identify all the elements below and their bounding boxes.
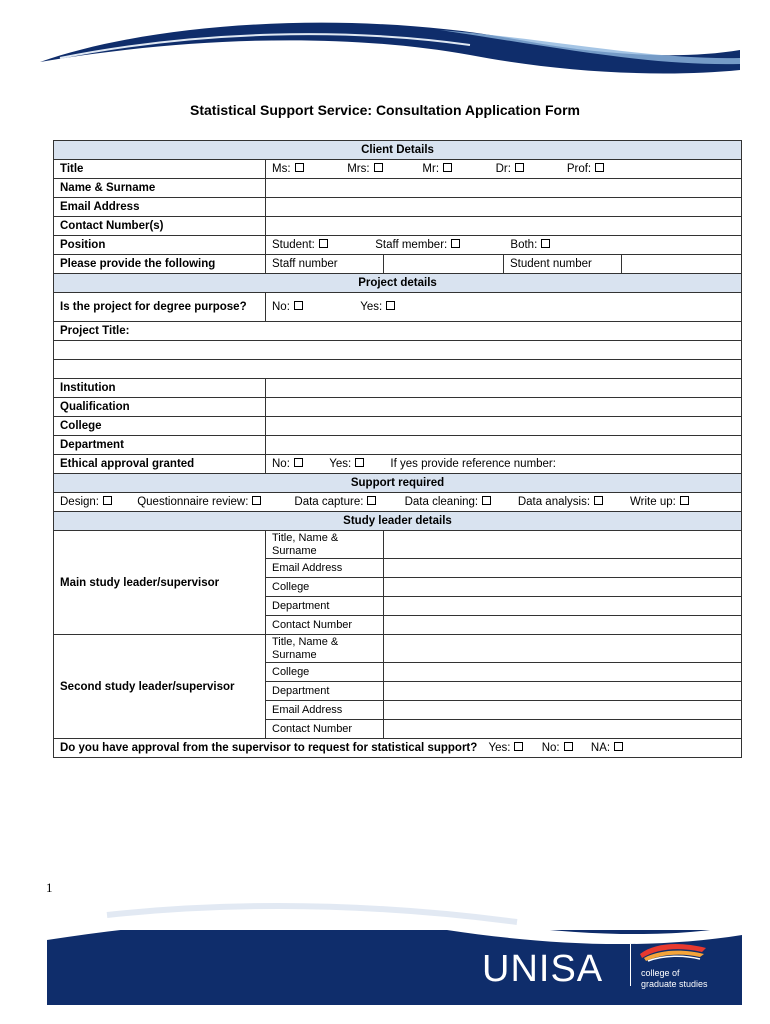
mr-checkbox[interactable]: [443, 163, 452, 172]
second-department-label: Department: [266, 682, 384, 701]
main-email-label: Email Address: [266, 559, 384, 578]
option-student: Student:: [272, 239, 372, 251]
option-data-cleaning: Data cleaning:: [405, 496, 515, 508]
degree-no-checkbox[interactable]: [294, 301, 303, 310]
approval-no-checkbox[interactable]: [564, 742, 573, 751]
section-header-study-leader: Study leader details: [54, 512, 742, 531]
application-form-table: [53, 140, 742, 758]
staff-checkbox[interactable]: [451, 239, 460, 248]
degree-yes-checkbox[interactable]: [386, 301, 395, 310]
degree-options: [266, 293, 742, 322]
option-questionnaire: Questionnaire review:: [137, 496, 291, 508]
contact-field[interactable]: [266, 217, 742, 236]
contact-label: Contact Number(s): [54, 217, 266, 236]
design-checkbox[interactable]: [103, 496, 112, 505]
second-title-name-label: Title, Name & Surname: [266, 635, 384, 663]
support-options: [54, 493, 742, 512]
option-design: Design:: [60, 496, 134, 508]
second-contact-label: Contact Number: [266, 720, 384, 739]
second-supervisor-label: Second study leader/supervisor: [54, 635, 266, 739]
header-wave-graphic: [0, 0, 770, 90]
brand-subtitle: college of graduate studies: [641, 968, 708, 989]
main-department-label: Department: [266, 597, 384, 616]
questionnaire-checkbox[interactable]: [252, 496, 261, 505]
data-analysis-checkbox[interactable]: [594, 496, 603, 505]
option-data-analysis: Data analysis:: [518, 496, 627, 508]
ethical-yes-checkbox[interactable]: [355, 458, 364, 467]
main-contact-label: Contact Number: [266, 616, 384, 635]
department-field[interactable]: [266, 436, 742, 455]
option-approval-no: No:: [542, 742, 588, 754]
unisa-wordmark: UNISA: [482, 948, 604, 990]
email-field[interactable]: [266, 198, 742, 217]
main-title-name-field[interactable]: [384, 531, 742, 559]
section-header-project: Project details: [54, 274, 742, 293]
position-label: Position: [54, 236, 266, 255]
main-email-field[interactable]: [384, 559, 742, 578]
data-capture-checkbox[interactable]: [367, 496, 376, 505]
ms-checkbox[interactable]: [295, 163, 304, 172]
position-options: [266, 236, 742, 255]
main-college-field[interactable]: [384, 578, 742, 597]
main-department-field[interactable]: [384, 597, 742, 616]
option-prof: Prof:: [567, 163, 604, 175]
option-write-up: Write up:: [630, 496, 689, 508]
college-field[interactable]: [266, 417, 742, 436]
ethical-label: Ethical approval granted: [54, 455, 266, 474]
ethical-no-checkbox[interactable]: [294, 458, 303, 467]
both-checkbox[interactable]: [541, 239, 550, 248]
page-number: 1: [46, 880, 53, 895]
provide-label: Please provide the following: [54, 255, 266, 274]
option-ms: Ms:: [272, 163, 344, 175]
option-staff: Staff member:: [375, 239, 507, 251]
student-checkbox[interactable]: [319, 239, 328, 248]
option-dr: Dr:: [496, 163, 564, 175]
option-approval-yes: Yes:: [488, 742, 538, 754]
section-header-client: Client Details: [54, 141, 742, 160]
qualification-field[interactable]: [266, 398, 742, 417]
staff-number-field[interactable]: [384, 255, 504, 274]
title-label: Title: [54, 160, 266, 179]
name-label: Name & Surname: [54, 179, 266, 198]
dr-checkbox[interactable]: [515, 163, 524, 172]
option-approval-na: NA:: [591, 742, 623, 754]
project-title-field-2[interactable]: [54, 360, 742, 379]
main-supervisor-label: Main study leader/supervisor: [54, 531, 266, 635]
option-mrs: Mrs:: [347, 163, 419, 175]
main-contact-field[interactable]: [384, 616, 742, 635]
option-both: Both:: [510, 239, 550, 251]
approval-yes-checkbox[interactable]: [514, 742, 523, 751]
project-title-label: Project Title:: [54, 322, 742, 341]
second-email-label: Email Address: [266, 701, 384, 720]
option-ethical-yes: Yes:: [329, 458, 387, 470]
option-degree-no: No:: [272, 301, 357, 313]
second-college-label: College: [266, 663, 384, 682]
college-label: College: [54, 417, 266, 436]
institution-field[interactable]: [266, 379, 742, 398]
second-contact-field[interactable]: [384, 720, 742, 739]
option-ethical-no: No:: [272, 458, 326, 470]
degree-label: Is the project for degree purpose?: [54, 293, 266, 322]
second-email-field[interactable]: [384, 701, 742, 720]
main-title-name-label: Title, Name & Surname: [266, 531, 384, 559]
project-title-field-1[interactable]: [54, 341, 742, 360]
option-degree-yes: Yes:: [360, 301, 395, 313]
qualification-label: Qualification: [54, 398, 266, 417]
option-mr: Mr:: [422, 163, 492, 175]
second-college-field[interactable]: [384, 663, 742, 682]
staff-number-label: Staff number: [266, 255, 384, 274]
data-cleaning-checkbox[interactable]: [482, 496, 491, 505]
approval-question: Do you have approval from the supervisor to request for statistical support?: [60, 742, 478, 754]
main-college-label: College: [266, 578, 384, 597]
ethical-options: [266, 455, 742, 474]
unisa-logo-icon: [636, 940, 710, 966]
title-options: [266, 160, 742, 179]
department-label: Department: [54, 436, 266, 455]
prof-checkbox[interactable]: [595, 163, 604, 172]
option-data-capture: Data capture:: [294, 496, 401, 508]
second-department-field[interactable]: [384, 682, 742, 701]
approval-row: [54, 739, 742, 758]
name-field[interactable]: [266, 179, 742, 198]
page-title: Statistical Support Service: Consultation Application Form: [190, 102, 580, 118]
second-title-name-field[interactable]: [384, 635, 742, 663]
approval-na-checkbox[interactable]: [614, 742, 623, 751]
section-header-support: Support required: [54, 474, 742, 493]
ethical-reference-label: If yes provide reference number:: [390, 458, 556, 470]
brand-divider: [630, 944, 631, 986]
student-number-label: Student number: [504, 255, 622, 274]
institution-label: Institution: [54, 379, 266, 398]
student-number-field[interactable]: [622, 255, 742, 274]
write-up-checkbox[interactable]: [680, 496, 689, 505]
email-label: Email Address: [54, 198, 266, 217]
mrs-checkbox[interactable]: [374, 163, 383, 172]
